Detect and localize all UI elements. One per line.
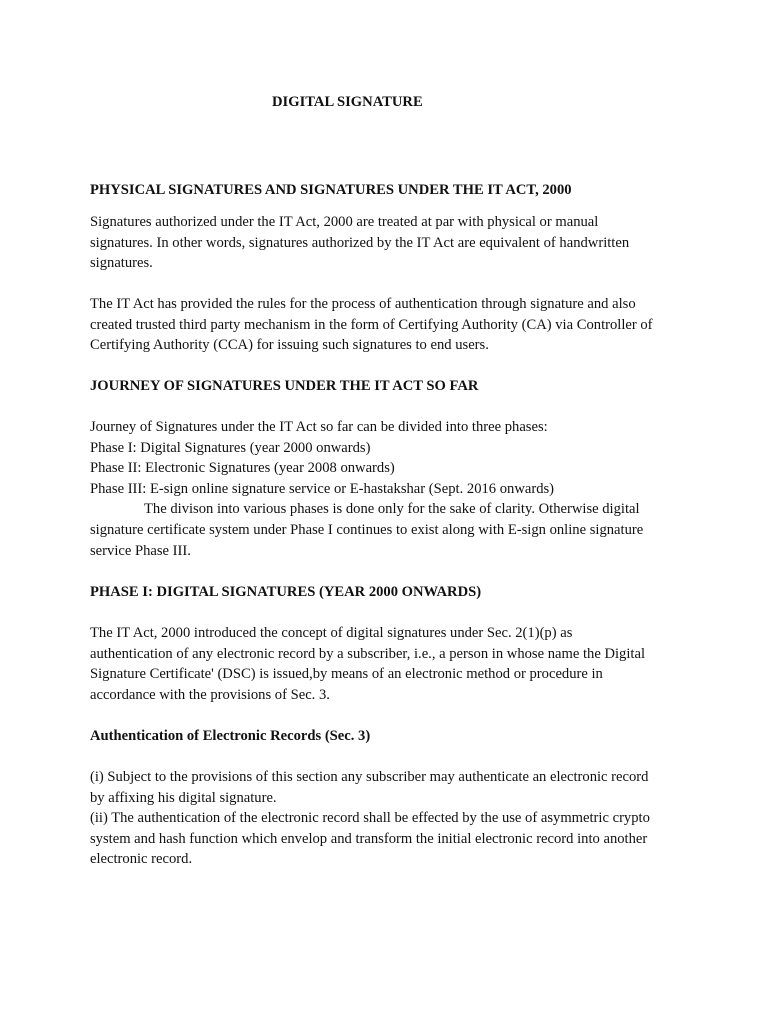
paragraph-line: system and hash function which envelop and transform the initial electronic record into another [90, 830, 648, 847]
paragraph-line: The IT Act has provided the rules for the process of authentication through signature and also [90, 296, 636, 312]
paragraph-line: electronic record. [90, 851, 193, 868]
paragraph-it-act-rules [90, 294, 690, 356]
paragraph-signatures-authorized [90, 212, 690, 274]
paragraph-journey-phases [90, 417, 690, 561]
phase-list-item: Phase I: Digital Signatures (year 2000 onwards) [90, 439, 371, 456]
section-heading-phase-one: PHASE I: DIGITAL SIGNATURES (YEAR 2000 ONWARDS) [90, 584, 482, 600]
paragraph-line: signatures. In other words, signatures authorized by the IT Act are equivalent of handwritten [90, 234, 630, 251]
paragraph-line: authentication of any electronic record by a subscriber, i.e., a person in whose name the Digital [90, 645, 645, 662]
paragraph-line: Journey of Signatures under the IT Act so far can be divided into three phases: [90, 419, 548, 435]
phase-list-item: Phase II: Electronic Signatures (year 2008 onwards) [90, 460, 395, 477]
paragraph-line: Signature Certificate' (DSC) is issued,by means of an electronic method or procedure in [90, 666, 603, 683]
paragraph-authentication [90, 767, 690, 870]
paragraph-phase-one [90, 623, 690, 705]
paragraph-line: (i) Subject to the provisions of this section any subscriber may authenticate an electronic record [90, 769, 649, 785]
paragraph-line: service Phase III. [90, 542, 191, 559]
paragraph-line: by affixing his digital signature. [90, 789, 277, 806]
paragraph-line: The divison into various phases is done only for the sake of clarity. Otherwise digital [144, 501, 640, 518]
section-heading-authentication: Authentication of Electronic Records (Sec. 3) [90, 728, 371, 744]
section-heading-journey: JOURNEY OF SIGNATURES UNDER THE IT ACT SO FAR [90, 378, 479, 394]
paragraph-line: accordance with the provisions of Sec. 3. [90, 686, 330, 703]
paragraph-line: (ii) The authentication of the electronic record shall be effected by the use of asymmetric crypto [90, 810, 650, 827]
paragraph-line: signatures. [90, 255, 153, 272]
paragraph-line: signature certificate system under Phase I continues to exist along with E-sign online signature [90, 521, 644, 538]
section-heading-physical-signatures: PHYSICAL SIGNATURES AND SIGNATURES UNDER THE IT ACT, 2000 [90, 182, 572, 198]
paragraph-line: Signatures authorized under the IT Act, 2000 are treated at par with physical or manual [90, 214, 599, 230]
document-title: DIGITAL SIGNATURE [272, 94, 423, 110]
paragraph-line: The IT Act, 2000 introduced the concept of digital signatures under Sec. 2(1)(p) as [90, 625, 573, 641]
paragraph-line: created trusted third party mechanism in the form of Certifying Authority (CA) via Controller of [90, 316, 653, 333]
phase-list-item: Phase III: E-sign online signature service or E-hastakshar (Sept. 2016 onwards) [90, 480, 555, 497]
paragraph-line: Certifying Authority (CCA) for issuing such signatures to end users. [90, 337, 489, 354]
